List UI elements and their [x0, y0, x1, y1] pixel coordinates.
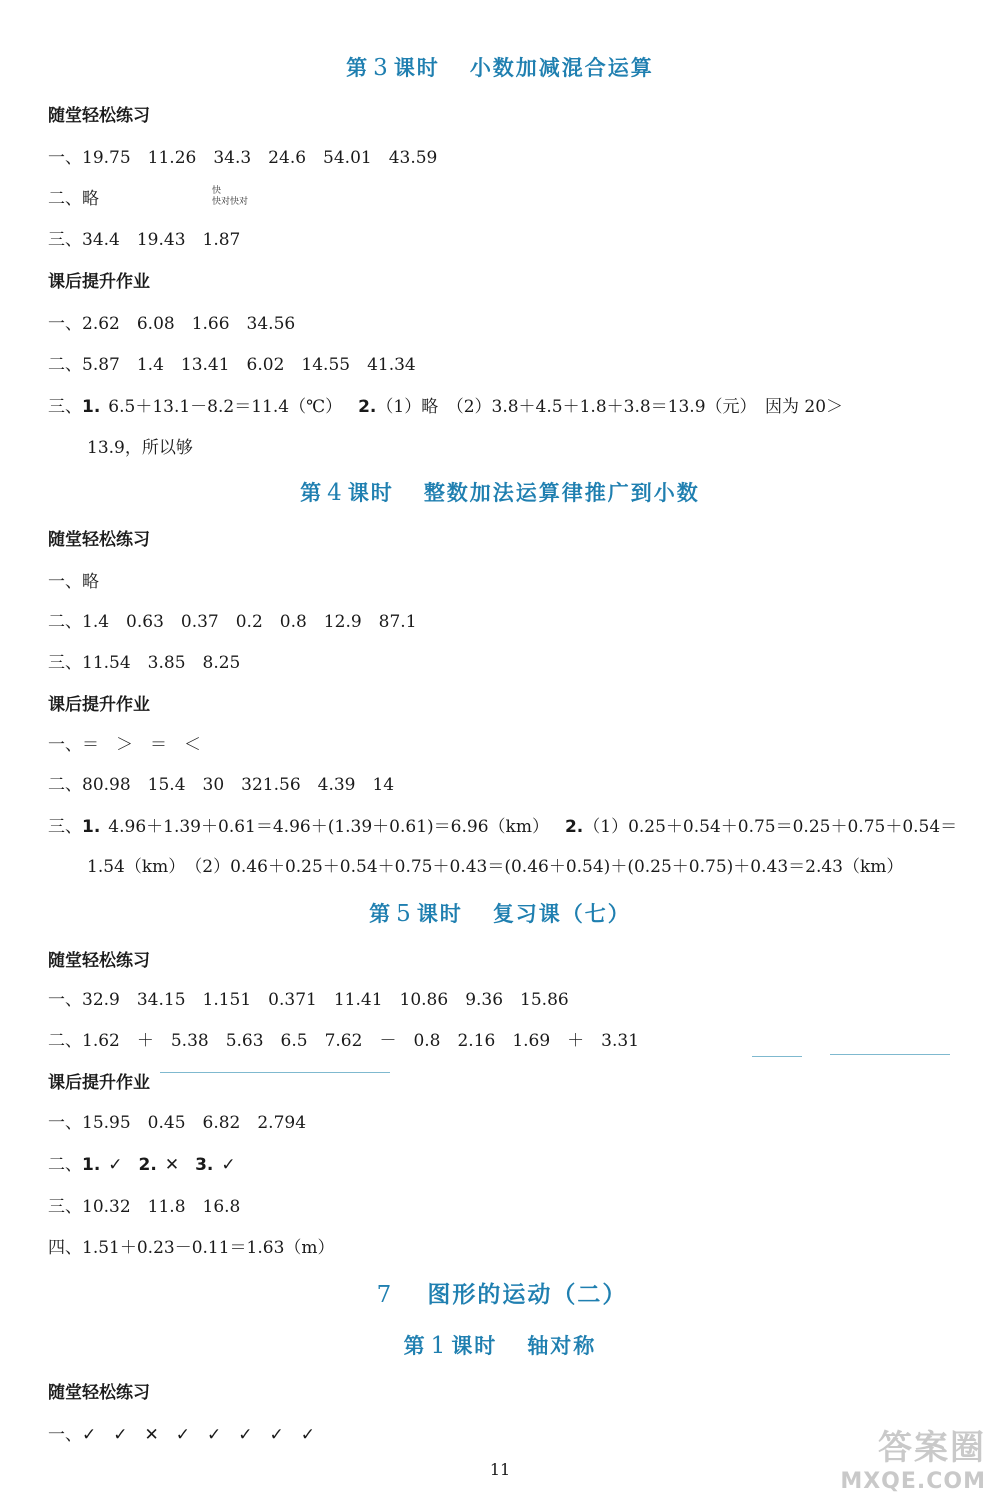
handwritten-stamp: 快 快对快对	[212, 186, 249, 207]
section-title	[0, 52, 1000, 82]
answer-line: 一、32.9 34.15 1.151 0.371 11.41 10.86 9.36 15.86	[48, 990, 569, 1010]
check-mark: ✓	[108, 1155, 123, 1175]
practice-heading: 随堂轻松练习	[48, 951, 150, 971]
answer-line: 一、2.62 6.08 1.66 34.56	[48, 314, 296, 334]
answer-line: 一、15.95 0.45 6.82 2.794	[48, 1113, 307, 1133]
check-mark: ✓	[221, 1155, 236, 1175]
page-number: 11	[489, 1460, 511, 1479]
answer-line: 三、11.54 3.85 8.25	[48, 653, 241, 673]
answer-line: 二、1.62 ＋ 5.38 5.63 6.5 7.62 － 0.8 2.16 1.69 ＋ 3.31	[48, 1031, 640, 1051]
homework-heading: 课后提升作业	[48, 272, 150, 292]
answer-line-continued: 13.9，所以够	[87, 438, 193, 458]
answer-line: 二、80.98 15.4 30 321.56 4.39 14	[48, 775, 395, 795]
scan-line	[160, 1072, 390, 1073]
section-title: 第 1 课时 轴对称	[403, 1333, 597, 1359]
answer-line: 三、1. 6.5＋13.1－8.2＝11.4（℃） 2.（1）略 （2）3.8＋4.5＋1.8＋3.8＝13.9（元） 因为 20＞	[48, 397, 844, 417]
homework-heading: 课后提升作业	[48, 1073, 150, 1093]
lesson-number: 3	[373, 55, 390, 81]
homework-heading: 课后提升作业	[48, 695, 150, 715]
practice-heading: 随堂轻松练习	[48, 106, 150, 126]
lesson-label: 第	[346, 56, 370, 80]
answer-line: 四、1.51＋0.23－0.11＝1.63（m）	[48, 1238, 335, 1258]
cross-mark: ✕	[164, 1155, 180, 1175]
lesson-unit: 课时	[393, 56, 440, 80]
answer-line: 二、略	[48, 189, 99, 209]
chapter-title: 7 图形的运动（二）	[376, 1282, 628, 1308]
answer-line: 二、5.87 1.4 13.41 6.02 14.55 41.34	[48, 355, 416, 375]
answer-line: 一、✓ ✓ ✕ ✓ ✓ ✓ ✓ ✓	[48, 1425, 315, 1445]
scan-line	[830, 1054, 950, 1055]
section-title: 第 5 课时 复习课（七）	[369, 901, 631, 927]
answer-line: 二、1.4 0.63 0.37 0.2 0.8 12.9 87.1	[48, 612, 417, 632]
answer-line: 二、1. ✓ 2. ✕ 3. ✓	[48, 1155, 236, 1175]
answer-line-continued: 1.54（km） （2）0.46＋0.25＋0.54＋0.75＋0.43＝(0.46＋0.54)＋(0.25＋0.75)＋0.43＝2.43（km）	[87, 857, 904, 877]
practice-heading: 随堂轻松练习	[48, 1383, 150, 1403]
lesson-topic: 小数加减混合运算	[469, 56, 654, 80]
watermark-logo: 答案圈 MXQE.COM	[840, 1428, 986, 1494]
answer-line: 一、略	[48, 572, 99, 592]
practice-heading: 随堂轻松练习	[48, 530, 150, 550]
answer-line: 一、19.75 11.26 34.3 24.6 54.01 43.59	[48, 148, 438, 168]
answer-line: 三、1. 4.96＋1.39＋0.61＝4.96＋(1.39＋0.61)＝6.96（km） 2.（1）0.25＋0.54＋0.75＝0.25＋0.75＋0.54＝	[48, 817, 958, 837]
answer-line: 一、＝ ＞ ＝ ＜	[48, 735, 201, 755]
scan-line	[752, 1056, 802, 1057]
answer-line: 三、34.4 19.43 1.87	[48, 230, 241, 250]
section-title: 第 4 课时 整数加法运算律推广到小数	[300, 480, 700, 506]
answer-line: 三、10.32 11.8 16.8	[48, 1197, 241, 1217]
